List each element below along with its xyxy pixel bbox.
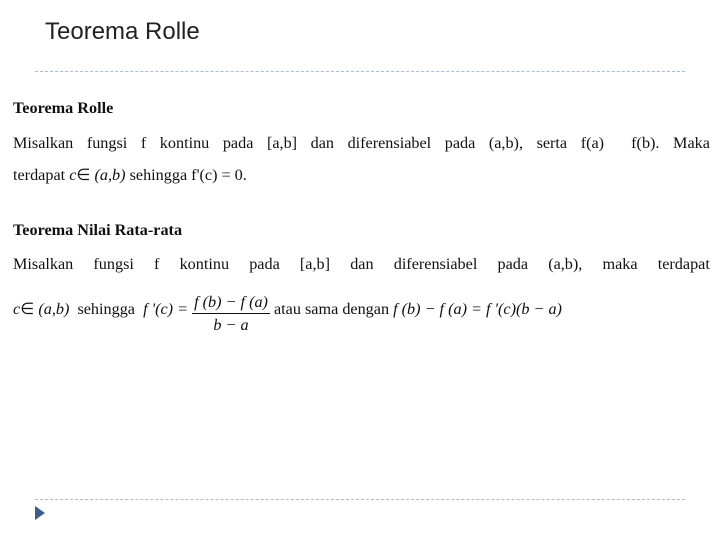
rolle-line1-word: fungsi <box>86 134 128 152</box>
rolle-statement-line1 <box>13 133 710 153</box>
rolle-line1-word: kontinu <box>159 134 210 152</box>
rolle-line1-word: Misalkan <box>13 134 74 152</box>
mvt-line1-word: pada <box>249 255 280 273</box>
mvt-atau-sama-dengan: atau sama dengan <box>274 300 390 319</box>
mvt-line1-word: dan <box>350 255 374 273</box>
fraction-numerator: f (b) − f (a) <box>192 291 270 314</box>
bullet-arrow-icon <box>35 506 45 520</box>
mvt-line1-word: kontinu <box>179 255 230 273</box>
rolle-line1-word: pada <box>444 134 476 152</box>
rolle-statement-line2 <box>13 165 247 185</box>
footer-divider <box>35 499 685 500</box>
mvt-interval: (a,b) <box>38 300 70 319</box>
mvt-heading: Teorema Nilai Rata-rata <box>13 221 183 239</box>
rolle-line1-word: f <box>140 134 147 152</box>
mvt-equation: f (b) − f (a) = f '(c)(b − a) <box>393 300 562 319</box>
mvt-fraction <box>192 291 270 336</box>
rolle-line1-word: (a,b), <box>488 134 523 152</box>
rolle-terdapat: terdapat <box>13 166 66 184</box>
rolle-line1-word: [a,b] <box>266 134 298 152</box>
mvt-sehingga: sehingga <box>77 300 135 319</box>
rolle-line1-word: diferensiabel <box>347 134 432 152</box>
fraction-denominator: b − a <box>213 316 249 334</box>
mvt-c: c <box>13 300 21 319</box>
mvt-line1-word: terdapat <box>657 255 710 273</box>
rolle-line1-word: f(a) <box>580 134 605 152</box>
mvt-statement-line2 <box>13 288 562 333</box>
title-divider <box>35 71 685 72</box>
mvt-line1-word: pada <box>497 255 529 273</box>
rolle-line1-word: Maka <box>673 134 710 152</box>
element-of-symbol: ∈ <box>76 166 91 184</box>
rolle-line1-word: serta <box>536 134 568 152</box>
slide-title: Teorema Rolle <box>45 18 200 45</box>
rolle-line1-word: dan <box>310 134 334 152</box>
mvt-line1-word: maka <box>602 255 638 273</box>
mvt-line1-word: (a,b), <box>548 255 583 273</box>
mvt-line1-word: [a,b] <box>299 255 331 273</box>
rolle-conclusion: sehingga f'(c) = 0. <box>129 166 247 184</box>
mvt-line1-word: Misalkan <box>13 255 74 273</box>
mvt-lhs: f '(c) = <box>143 300 189 319</box>
rolle-line1-word: f(b). <box>631 134 660 152</box>
rolle-interval: (a,b) <box>94 166 126 184</box>
mvt-line1-word: diferensiabel <box>393 255 478 273</box>
element-of-symbol: ∈ <box>20 300 35 319</box>
mvt-line1-word: f <box>154 255 160 273</box>
mvt-line1-word: fungsi <box>93 255 134 273</box>
rolle-heading: Teorema Rolle <box>13 99 114 117</box>
rolle-c: c <box>69 166 77 184</box>
rolle-line1-word: pada <box>222 134 254 152</box>
mvt-statement-line1 <box>13 254 710 274</box>
